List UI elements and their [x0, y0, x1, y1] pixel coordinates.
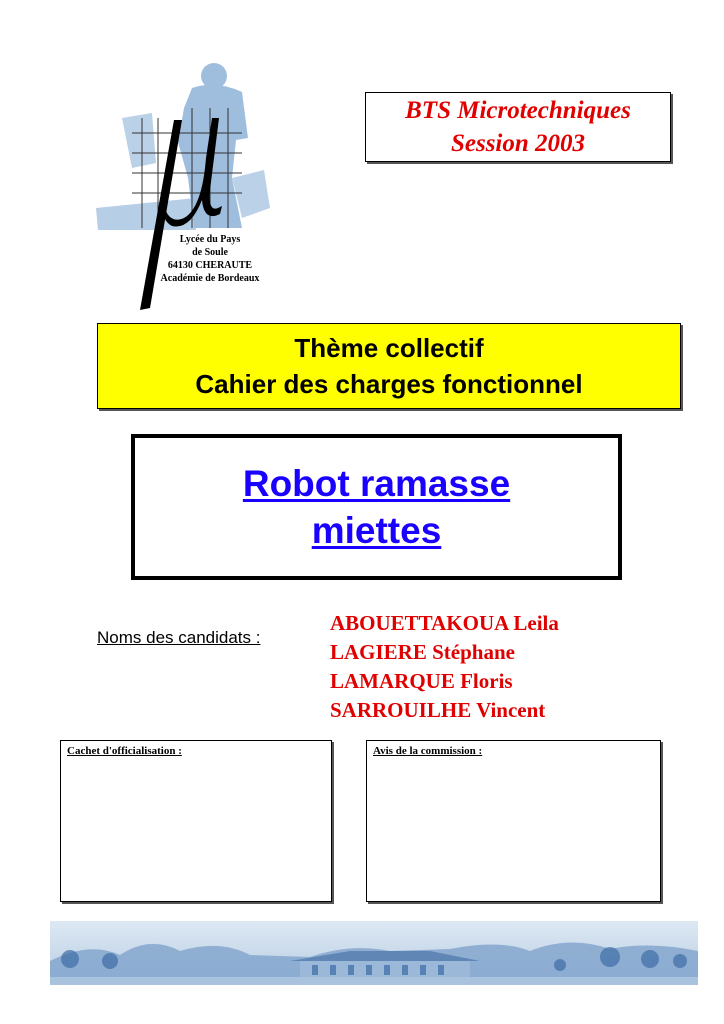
theme-subtitle: Cahier des charges fonctionnel	[195, 369, 583, 399]
candidate-name: LAMARQUE Floris	[330, 669, 513, 693]
candidates-label: Noms des candidats :	[97, 628, 261, 647]
school-address	[150, 233, 270, 285]
logo-line: Lycée du Pays	[179, 234, 241, 245]
project-title-line: miettes	[311, 510, 442, 551]
candidate-name: ABOUETTAKOUA Leila	[330, 611, 559, 635]
official-stamp-label: Cachet d'officialisation :	[67, 745, 182, 757]
candidate-name: LAGIERE Stéphane	[330, 640, 515, 664]
candidate-name: SARROUILHE Vincent	[330, 698, 546, 722]
logo-line: 64130 CHERAUTE	[167, 260, 253, 271]
logo-line: Académie de Bordeaux	[160, 273, 260, 284]
official-stamp-box	[60, 740, 332, 902]
commission-opinion-label: Avis de la commission :	[373, 745, 483, 757]
candidates-list	[330, 609, 559, 725]
program-name: BTS Microtechniques	[405, 97, 631, 124]
commission-opinion-box	[366, 740, 661, 902]
logo-line: de Soule	[192, 247, 228, 258]
theme-title: Thème collectif	[294, 333, 484, 363]
project-title-line: Robot ramasse	[242, 463, 511, 504]
theme-box	[97, 323, 681, 409]
project-title-box	[131, 434, 622, 580]
session-year: Session 2003	[450, 130, 586, 157]
program-box	[365, 92, 671, 162]
landscape-banner-image	[50, 921, 698, 985]
